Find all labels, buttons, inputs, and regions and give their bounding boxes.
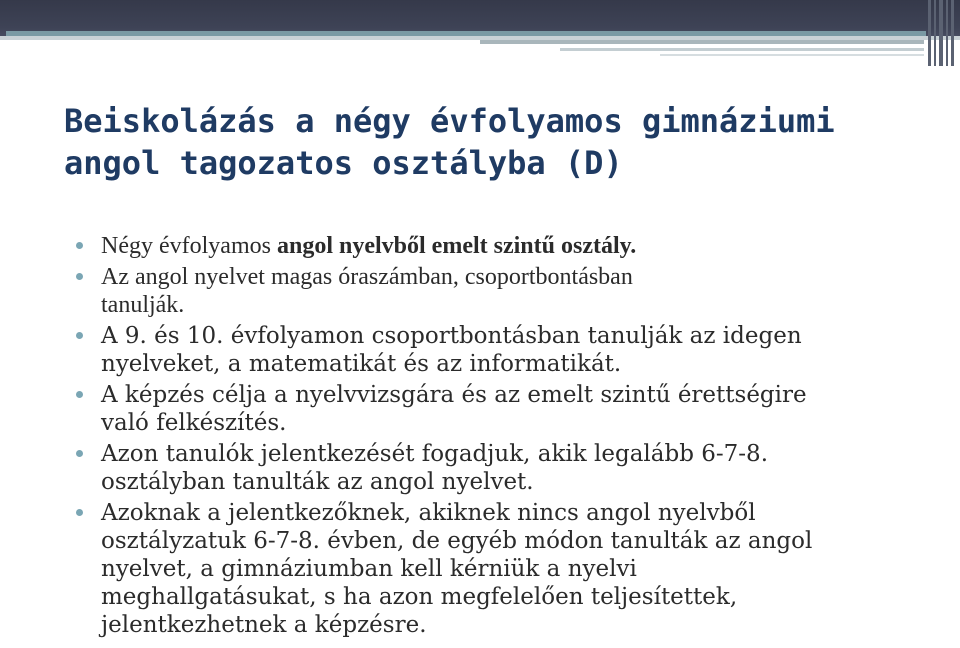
bullet-item	[74, 440, 934, 496]
bullet-dot-icon	[76, 273, 83, 280]
bullet-line: Azoknak a jelentkezőknek, akiknek nincs angol nyelvből	[101, 500, 756, 526]
bullet-list	[74, 232, 934, 642]
sub-stripe-1	[480, 40, 924, 44]
bullet-dot-icon	[76, 332, 83, 339]
slide-title-line-2: angol tagozatos osztályba (D)	[64, 144, 623, 182]
bullet-line: osztályzatuk 6-7-8. évben, de egyéb módon tanulták az angol	[101, 528, 813, 554]
bullet-line	[101, 232, 934, 260]
bullet-dot-icon	[76, 391, 83, 398]
header-right-bars	[926, 0, 960, 66]
bullet-item	[74, 263, 934, 319]
bullet-item	[74, 499, 934, 639]
bullet-line: nyelvet, a gimnáziumban kell kérniük a nyelvi	[101, 556, 637, 582]
bullet-line: tanulják.	[101, 292, 185, 318]
bullet-text: Négy évfolyamos	[101, 233, 277, 259]
bullet-text-bold: angol nyelvből emelt szintű osztály.	[276, 233, 637, 259]
bullet-line: A 9. és 10. évfolyamon csoportbontásban tanulják az idegen	[101, 323, 802, 349]
bullet-line: Azon tanulók jelentkezését fogadjuk, akik legalább 6-7-8.	[101, 441, 768, 467]
bullet-dot-icon	[76, 242, 83, 249]
bullet-item	[74, 322, 934, 378]
bullet-item	[74, 232, 934, 260]
bullet-line: osztályban tanulták az angol nyelvet.	[101, 469, 534, 495]
sub-stripe-2	[560, 48, 924, 51]
bullet-line: Az angol nyelvet magas óraszámban, csoportbontásban	[101, 264, 633, 290]
bullet-line: való felkészítés.	[101, 410, 287, 436]
bullet-dot-icon	[76, 450, 83, 457]
slide-title	[64, 100, 924, 184]
bullet-line: nyelveket, a matematikát és az informatikát.	[101, 351, 622, 377]
bullet-line: jelentkezhetnek a képzésre.	[101, 612, 427, 638]
header-band	[0, 0, 960, 40]
header-sub-stripes	[0, 40, 960, 68]
bullet-dot-icon	[76, 509, 83, 516]
slide-title-line-1: Beiskolázás a négy évfolyamos gimnáziumi	[64, 102, 835, 140]
bullet-item	[74, 381, 934, 437]
bullet-line: A képzés célja a nyelvvizsgára és az emelt szintű érettségire	[101, 382, 807, 408]
sub-stripe-3	[660, 54, 924, 56]
bullet-line: meghallgatásukat, s ha azon megfelelően teljesítettek,	[101, 584, 738, 610]
